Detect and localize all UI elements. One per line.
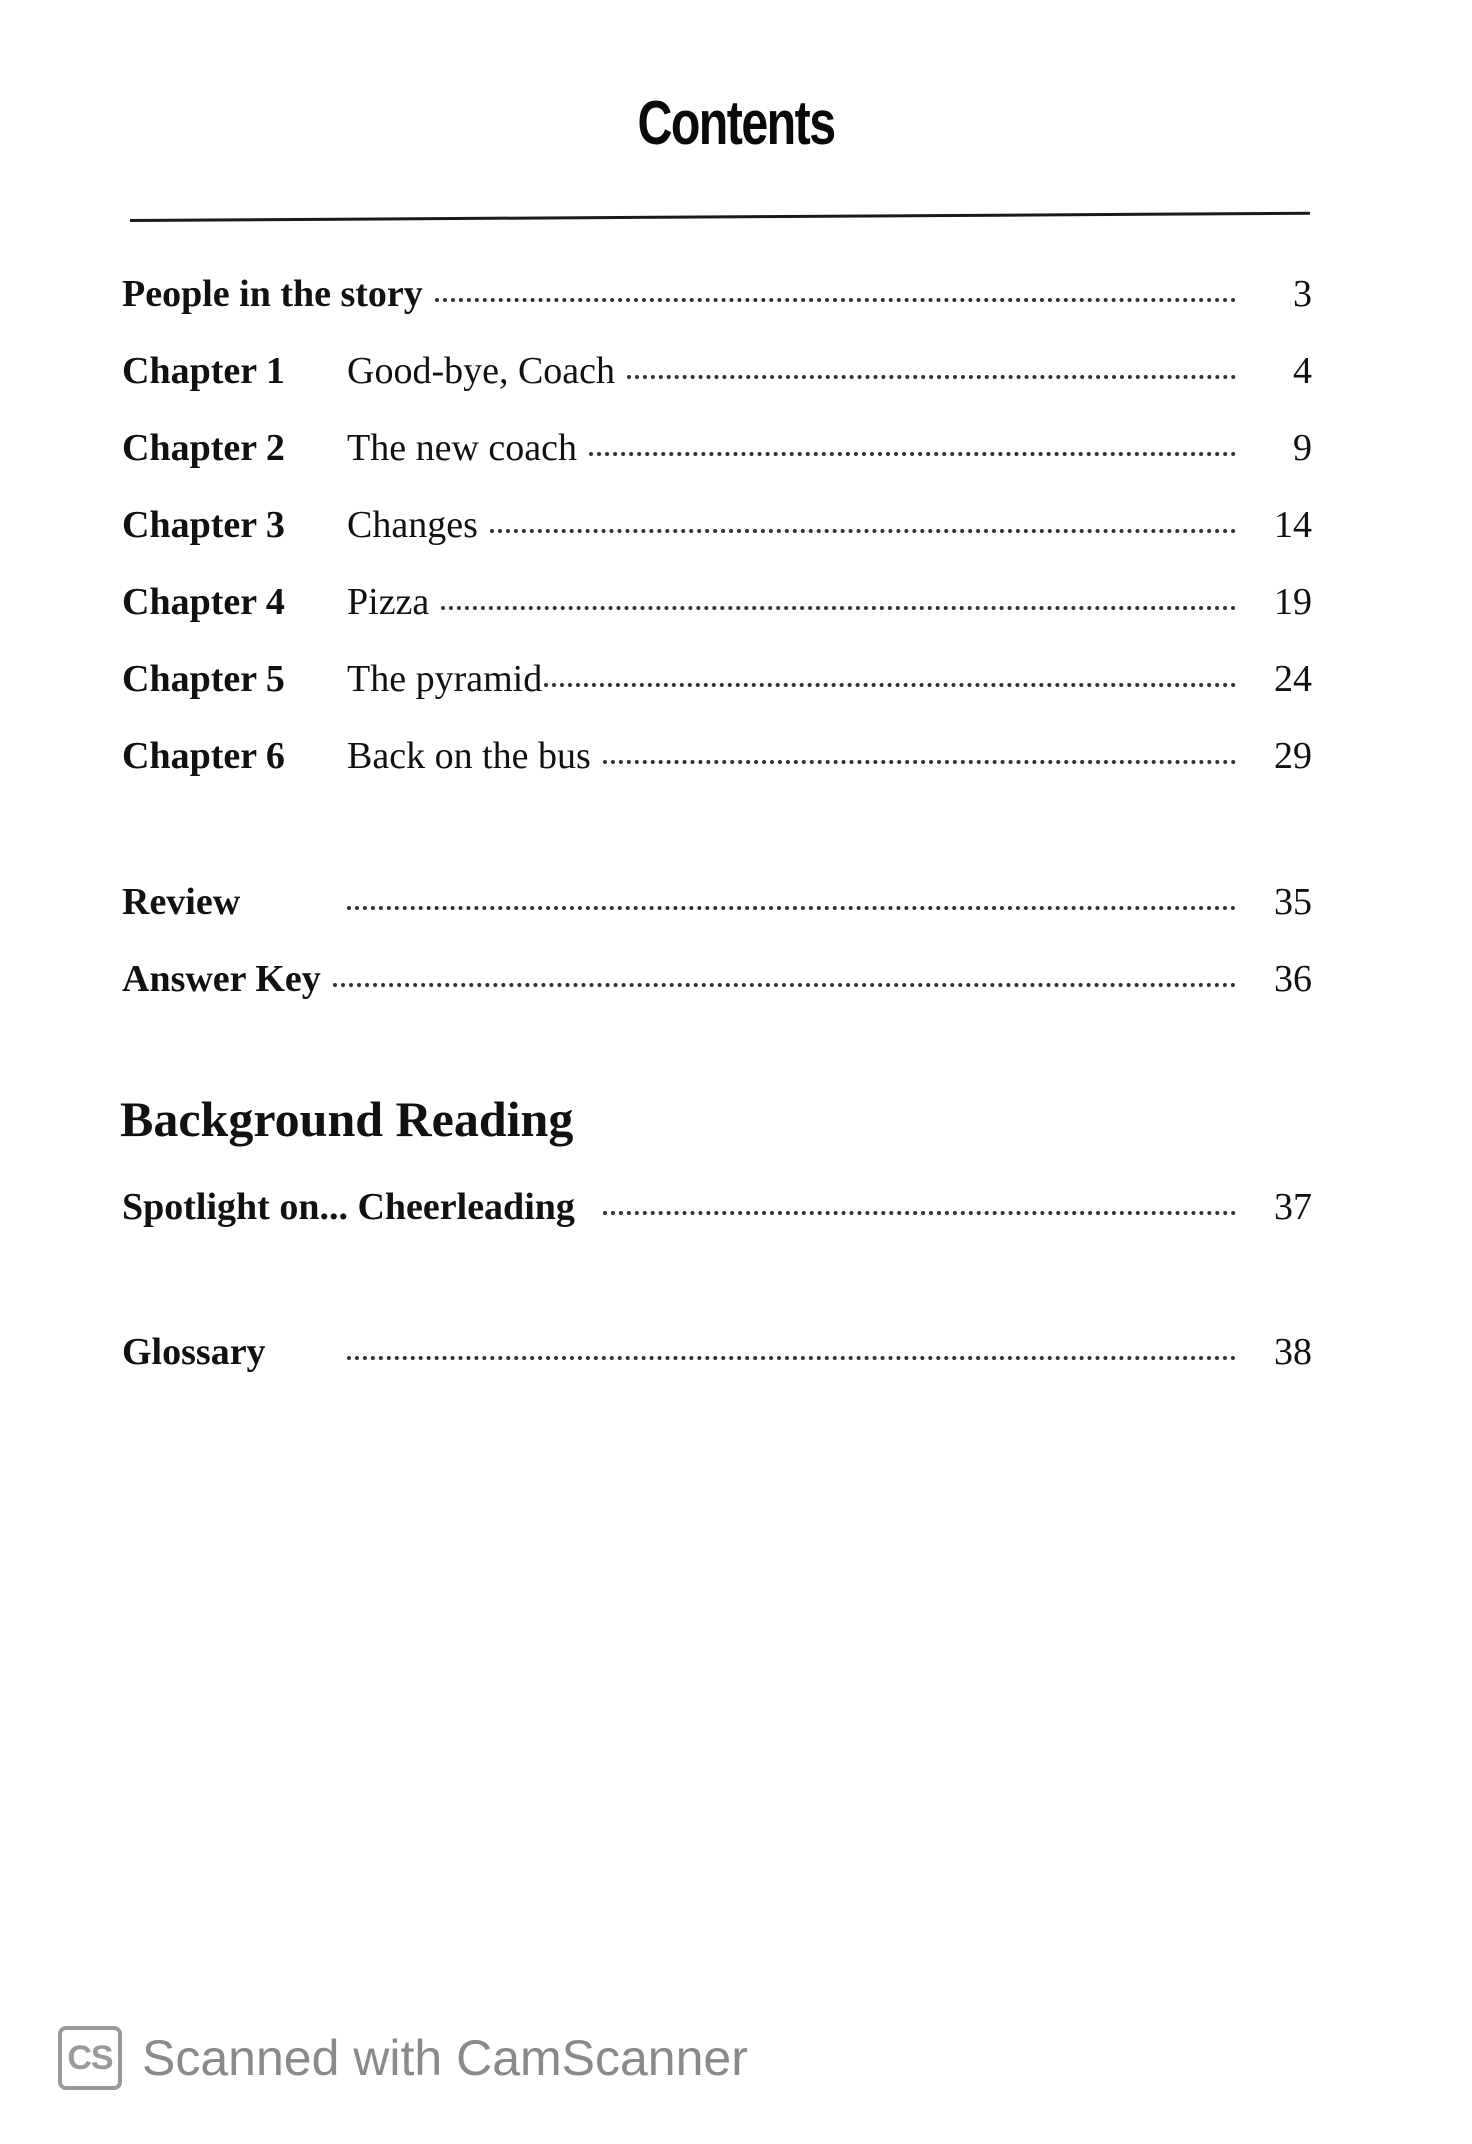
camscanner-watermark (58, 2026, 748, 2090)
chapter-title: The new coach (347, 427, 577, 469)
dot-leader (441, 606, 1236, 610)
toc-page-number: 14 (1274, 504, 1312, 546)
toc-entry-label: Spotlight on... Cheerleading (122, 1186, 575, 1228)
camscanner-logo-icon: CS (58, 2026, 122, 2090)
chapter-title: Pizza (347, 581, 430, 623)
title-divider (130, 212, 1310, 222)
dot-leader (589, 452, 1236, 456)
toc-entry-label: Review (122, 881, 241, 923)
toc-page-number: 4 (1293, 350, 1312, 392)
toc-page-number: 24 (1274, 658, 1312, 700)
toc-page-number: 35 (1274, 881, 1312, 923)
chapter-label: Chapter 3 (122, 504, 285, 546)
dot-leader (347, 906, 1236, 910)
chapter-label: Chapter 1 (122, 350, 285, 392)
section-heading-background-reading: Background Reading (120, 1091, 574, 1147)
chapter-title: The pyramid (347, 658, 543, 700)
dot-leader (603, 760, 1236, 764)
dot-leader (347, 1356, 1236, 1360)
watermark-text: Scanned with CamScanner (142, 2030, 748, 2086)
toc-entry-people (122, 272, 1312, 328)
chapter-title: Good-bye, Coach (347, 350, 616, 392)
dot-leader (627, 375, 1236, 379)
toc-entry-label: Answer Key (122, 958, 321, 1000)
toc-page-number: 29 (1274, 735, 1312, 777)
toc-entry-chapter-1 (122, 349, 1312, 405)
chapter-title: Back on the bus (347, 735, 591, 777)
chapter-label: Chapter 4 (122, 581, 285, 623)
toc-entry-review (122, 880, 1312, 936)
toc-page-number: 38 (1274, 1331, 1312, 1373)
toc-page-number: 9 (1293, 427, 1312, 469)
toc-entry-label: Glossary (122, 1331, 266, 1373)
toc-entry-chapter-2 (122, 426, 1312, 482)
toc-page-number: 37 (1274, 1186, 1312, 1228)
toc-entry-spotlight (122, 1185, 1312, 1241)
dot-leader (333, 983, 1236, 987)
toc-entry-glossary (122, 1330, 1312, 1386)
toc-page-number: 36 (1274, 958, 1312, 1000)
toc-entry-chapter-4 (122, 580, 1312, 636)
chapter-label: Chapter 5 (122, 658, 285, 700)
toc-entry-chapter-6 (122, 734, 1312, 790)
toc-entry-label: People in the story (122, 273, 423, 315)
toc-page-number: 19 (1274, 581, 1312, 623)
toc-entry-chapter-5 (122, 657, 1312, 713)
chapter-label: Chapter 2 (122, 427, 285, 469)
page-title: Contents (637, 89, 835, 158)
dot-leader (544, 683, 1236, 687)
toc-entry-answer-key (122, 957, 1312, 1013)
chapter-label: Chapter 6 (122, 735, 285, 777)
dot-leader (603, 1211, 1236, 1215)
toc-entry-chapter-3 (122, 503, 1312, 559)
chapter-title: Changes (347, 504, 478, 546)
dot-leader (435, 298, 1236, 302)
toc-page-number: 3 (1293, 273, 1312, 315)
dot-leader (490, 529, 1236, 533)
